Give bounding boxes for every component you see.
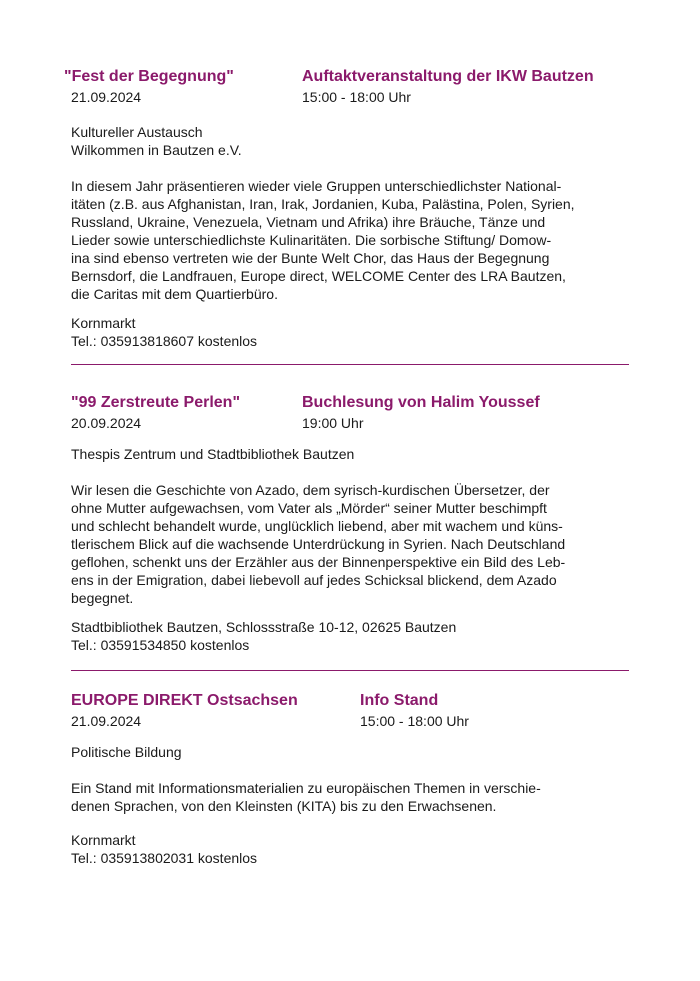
description-line: itäten (z.B. aus Afghanistan, Iran, Irak, Jordanien, Kuba, Palästina, Polen, Syrien, <box>71 196 575 212</box>
event-description <box>71 481 629 607</box>
event-location: Kornmarkt <box>71 832 136 848</box>
description-line: Ein Stand mit Informationsmaterialien zu europäischen Themen in verschie- <box>71 780 541 796</box>
event-time: 15:00 - 18:00 Uhr <box>360 713 469 729</box>
description-line: und schlecht behandelt wurde, unglücklich liebend, aber mit wachem und küns- <box>71 518 563 534</box>
event-99-zerstreute-perlen <box>71 394 629 656</box>
organizer-line: Politische Bildung <box>71 744 182 760</box>
organizer-line: Wilkommen in Bautzen e.V. <box>71 142 242 158</box>
description-line: Lieder sowie unterschiedlichste Kulinaritäten. Die sorbische Stiftung/ Domow- <box>71 232 552 248</box>
event-venue <box>71 831 629 867</box>
event-organizer <box>71 445 629 463</box>
event-headline: Buchlesung von Halim Youssef <box>302 394 540 411</box>
event-date: 21.09.2024 <box>71 713 142 729</box>
description-line: tlerischem Blick auf die wachsende Unterdrückung in Syrien. Nach Deutschland <box>71 536 566 552</box>
event-europe-direkt <box>71 692 629 872</box>
event-headline: Info Stand <box>360 692 439 709</box>
description-line: In diesem Jahr präsentieren wieder viele Gruppen unterschiedlichster National- <box>71 178 562 194</box>
event-venue <box>71 618 629 654</box>
description-line: ina sind ebenso vertreten wie der Bunte Welt Chor, das Haus der Begegnung <box>71 250 550 266</box>
description-line: die Caritas mit dem Quartierbüro. <box>71 286 278 302</box>
event-date: 21.09.2024 <box>71 89 142 105</box>
event-fest-der-begegnung <box>64 68 629 349</box>
event-headline: Auftaktveranstaltung der IKW Bautzen <box>302 68 594 85</box>
event-venue <box>71 314 629 350</box>
event-contact: Tel.: 03591534850 kostenlos <box>71 637 250 653</box>
event-organizer <box>71 123 629 159</box>
event-location: Stadtbibliothek Bautzen, Schlossstraße 10-12, 02625 Bautzen <box>71 619 457 635</box>
description-line: Wir lesen die Geschichte von Azado, dem syrisch-kurdischen Übersetzer, der <box>71 482 550 498</box>
event-time: 19:00 Uhr <box>302 415 364 431</box>
description-line: denen Sprachen, von den Kleinsten (KITA) bis zu den Erwachsenen. <box>71 798 497 814</box>
description-line: geflohen, schenkt uns der Erzähler aus der Binnenperspektive ein Bild des Leb- <box>71 554 566 570</box>
event-description <box>71 779 629 815</box>
section-divider <box>71 364 629 365</box>
event-name: "99 Zerstreute Perlen" <box>71 394 241 411</box>
description-line: ohne Mutter aufgewachsen, vom Vater als „Mörder“ seiner Mutter beschimpft <box>71 500 547 516</box>
event-contact: Tel.: 035913802031 kostenlos <box>71 850 258 866</box>
description-line: begegnet. <box>71 590 134 606</box>
section-divider <box>71 670 629 671</box>
event-contact: Tel.: 035913818607 kostenlos <box>71 333 258 349</box>
event-description <box>71 177 629 303</box>
event-date: 20.09.2024 <box>71 415 142 431</box>
organizer-line: Kultureller Austausch <box>71 124 203 140</box>
event-time: 15:00 - 18:00 Uhr <box>302 89 411 105</box>
event-name: "Fest der Begegnung" <box>64 68 234 85</box>
description-line: Russland, Ukraine, Venezuela, Vietnam und Afrika) ihre Bräuche, Tänze und <box>71 214 546 230</box>
description-line: ens in der Emigration, dabei liebevoll auf jedes Schicksal blickend, dem Azado <box>71 572 557 588</box>
event-name: EUROPE DIREKT Ostsachsen <box>71 692 298 709</box>
event-organizer <box>71 743 629 761</box>
event-location: Kornmarkt <box>71 315 136 331</box>
description-line: Bernsdorf, die Landfrauen, Europe direct, WELCOME Center des LRA Bautzen, <box>71 268 566 284</box>
organizer-line: Thespis Zentrum und Stadtbibliothek Bautzen <box>71 446 355 462</box>
